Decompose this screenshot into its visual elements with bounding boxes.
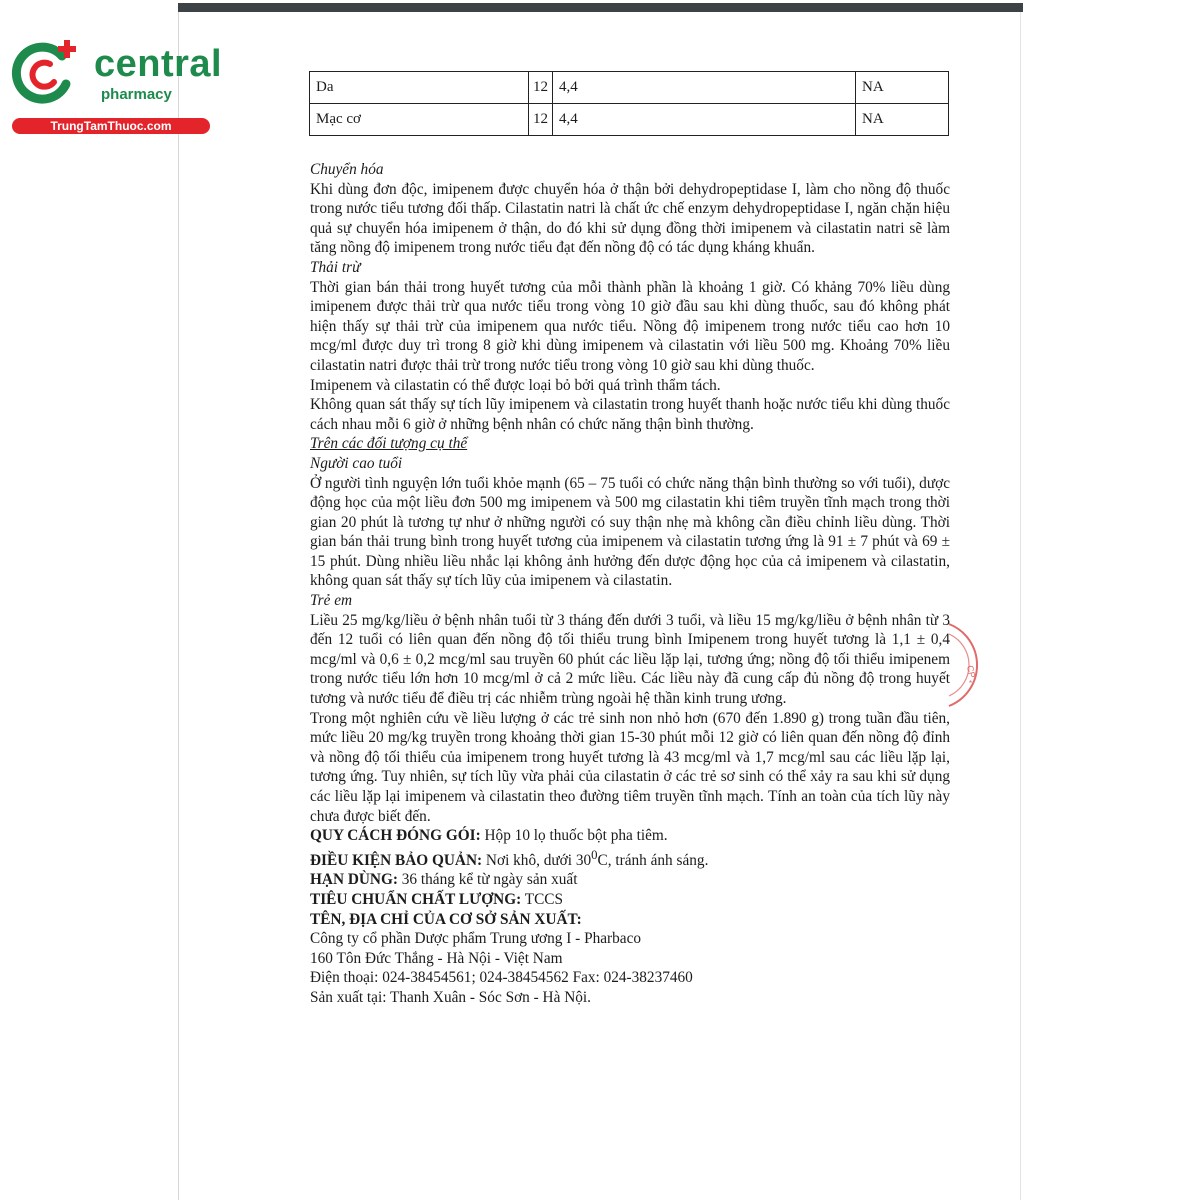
paragraph-elimination-1: Thời gian bán thải trong huyết tương của mỗi thành phần là khoảng 1 giờ. Có khảng 70% liều dùng imipenem được thải trừ qua nước tiểu trong vòng 10 giờ đầu sau khi dùng thuốc, sau đó không phát hiện thấy sự thải trừ của imipenem qua nước tiểu. Nồng độ imipenem trong nước tiểu cao hơn 10 mcg/ml được duy trì trong 8 giờ khi dùng imipenem và cilastatin với liều 500 mg. Khoảng 70% liều cilastatin natri được thải trừ trong nước tiểu trong vòng 10 giờ sau khi dùng thuốc. — [310, 278, 950, 374]
svg-text:CP: CP — [965, 664, 978, 679]
standard-line — [310, 890, 950, 910]
standard-value: TCCS — [521, 891, 564, 909]
brand-name: central — [94, 43, 223, 85]
storage-value: Nơi khô, dưới 30 — [482, 851, 592, 869]
degree-superscript: 0 — [591, 847, 598, 862]
expiry-label: HẠN DÙNG: — [310, 871, 398, 889]
page-edge-right — [1020, 12, 1021, 1200]
table-cell-other: NA — [856, 72, 949, 104]
brand-subtitle: pharmacy — [101, 86, 172, 103]
table-cell-n: 12 — [529, 72, 553, 104]
table-cell-tissue: Mạc cơ — [310, 104, 529, 136]
heading-special-populations: Trên các đối tượng cụ thể — [310, 435, 468, 453]
manufacturer-heading: TÊN, ĐỊA CHỈ CỦA CƠ SỞ SẢN XUẤT: — [310, 910, 582, 928]
paragraph-elderly: Ở người tình nguyện lớn tuổi khỏe mạnh (65 – 75 tuổi có chức năng thận bình thường so với tuổi), dược động học của một liều đơn 500 mg imipenem và 500 mg cilastatin khi tiêm truyền tĩnh mạch trong thời gian 20 phút là tương tự như ở những người có suy thận nhẹ mà không cần điều chỉnh liều dùng. Thời gian bán thải trung bình trong huyết tương của imipenem và cilastatin tương ứng là 91 ± 7 phút và 69 ± 15 phút. Dùng nhiều liều nhắc lại không ảnh hưởng đến dược động học của cả imipenem và cilastatin, không quan sát thấy sự tích lũy của imipenem và cilastatin. — [310, 474, 950, 590]
paragraph-metabolism: Khi dùng đơn độc, imipenem được chuyển hóa ở thận bởi dehydropeptidase I, làm cho nồng độ thuốc trong nước tiểu tương đối thấp. Cilastatin natri là chất ức chế enzym dehydropeptidase I, ngăn chặn hiệu quả sự chuyển hóa imipenem ở thận, do đó khi sử dụng đồng thời imipenem và cilastatin natri sẽ làm tăng nồng độ imipenem trong nước tiểu đạt đến nồng độ có tác dụng kháng khuẩn. — [310, 180, 950, 257]
table-cell-value: 4,4 — [553, 72, 856, 104]
tissue-concentration-table — [309, 71, 949, 136]
manufacturer-site: Sản xuất tại: Thanh Xuân - Sóc Sơn - Hà Nội. — [310, 989, 591, 1007]
heading-metabolism: Chuyển hóa — [310, 161, 384, 178]
packaging-line — [310, 826, 950, 846]
scan-top-bar — [178, 3, 1023, 12]
heading-elderly: Người cao tuổi — [310, 454, 403, 472]
standard-label: TIÊU CHUẨN CHẤT LƯỢNG: — [310, 891, 522, 909]
storage-value-end: C, tránh ánh sáng. — [597, 851, 709, 869]
expiry-line — [310, 870, 950, 890]
brand-url-badge[interactable]: TrungTamThuoc.com — [12, 118, 210, 134]
manufacturer-phone: Điện thoại: 024-38454561; 024-38454562 Fax: 024-38237460 — [310, 969, 693, 987]
svg-text:*: * — [969, 679, 973, 688]
storage-line — [310, 846, 950, 871]
table-row — [310, 104, 949, 136]
page-edge-left — [178, 12, 179, 1200]
paragraph-children-2: Trong một nghiên cứu về liều lượng ở các trẻ sinh non nhỏ hơn (670 đến 1.890 g) trong tuần đầu tiên, mức liều 20 mg/kg truyền trong khoảng thời gian 15-30 phút mỗi 12 giờ có liên quan đến nồng độ đỉnh và nồng độ tối thiểu của imipenem trong huyết tương là 43 mcg/ml và 1,7 mcg/ml sau các liều lặp lại, tương ứng. Tuy nhiên, sự tích lũy vừa phải của cilastatin ở các trẻ sơ sinh có thể xảy ra sau khi sử dụng các liều lặp lại imipenem và cilastatin theo đường tiêm truyền tĩnh mạch. Tính an toàn của tích lũy này chưa được biết đến. — [310, 709, 950, 825]
heading-children: Trẻ em — [310, 592, 353, 610]
central-pharmacy-logo[interactable] — [10, 38, 223, 138]
manufacturer-address: 160 Tôn Đức Thắng - Hà Nội - Việt Nam — [310, 949, 563, 967]
table-cell-other: NA — [856, 104, 949, 136]
heading-elimination: Thải trừ — [310, 258, 361, 276]
expiry-value: 36 tháng kể từ ngày sản xuất — [397, 871, 578, 889]
packaging-value: Hộp 10 lọ thuốc bột pha tiêm. — [480, 827, 668, 845]
red-seal-stamp-icon — [945, 620, 985, 710]
document-body — [310, 160, 950, 1008]
paragraph-elimination-2: Imipenem và cilastatin có thể được loại bỏ bởi quá trình thẩm tách. — [310, 376, 721, 394]
table-cell-n: 12 — [529, 104, 553, 136]
paragraph-children-1: Liều 25 mg/kg/liều ở bệnh nhân tuổi từ 3 tháng đến dưới 3 tuổi, và liều 15 mg/kg/liều ở bệnh nhân từ 3 đến 12 tuổi có liên quan đến nồng độ tối thiểu trung bình Imipenem trong huyết tương là 1,1 ± 0,4 mcg/ml và 0,6 ± 0,2 mcg/ml sau truyền 60 phút các liều lặp lại, tương ứng; nồng độ tối thiểu imipenem trong nước tiểu lớn hơn 10 mcg/ml ở cả 2 mức liều. Các liều này đã cung cấp đủ nồng độ trong huyết tương và nước tiểu để điều trị các nhiễm trùng ngoài hệ thần kinh trung ương. — [310, 611, 950, 708]
table-cell-tissue: Da — [310, 72, 529, 104]
table-cell-value: 4,4 — [553, 104, 856, 136]
pharmacy-cross-c-icon — [10, 38, 82, 110]
table-row — [310, 72, 949, 104]
manufacturer-company: Công ty cổ phần Dược phẩm Trung ương I - Pharbaco — [310, 930, 642, 948]
packaging-label: QUY CÁCH ĐÓNG GÓI: — [310, 827, 481, 845]
storage-label: ĐIỀU KIỆN BẢO QUẢN: — [310, 851, 483, 869]
paragraph-elimination-3: Không quan sát thấy sự tích lũy imipenem và cilastatin trong huyết thanh hoặc nước tiểu khi dùng thuốc cách nhau mỗi 6 giờ ở những bệnh nhân có chức năng thận bình thường. — [310, 396, 950, 433]
